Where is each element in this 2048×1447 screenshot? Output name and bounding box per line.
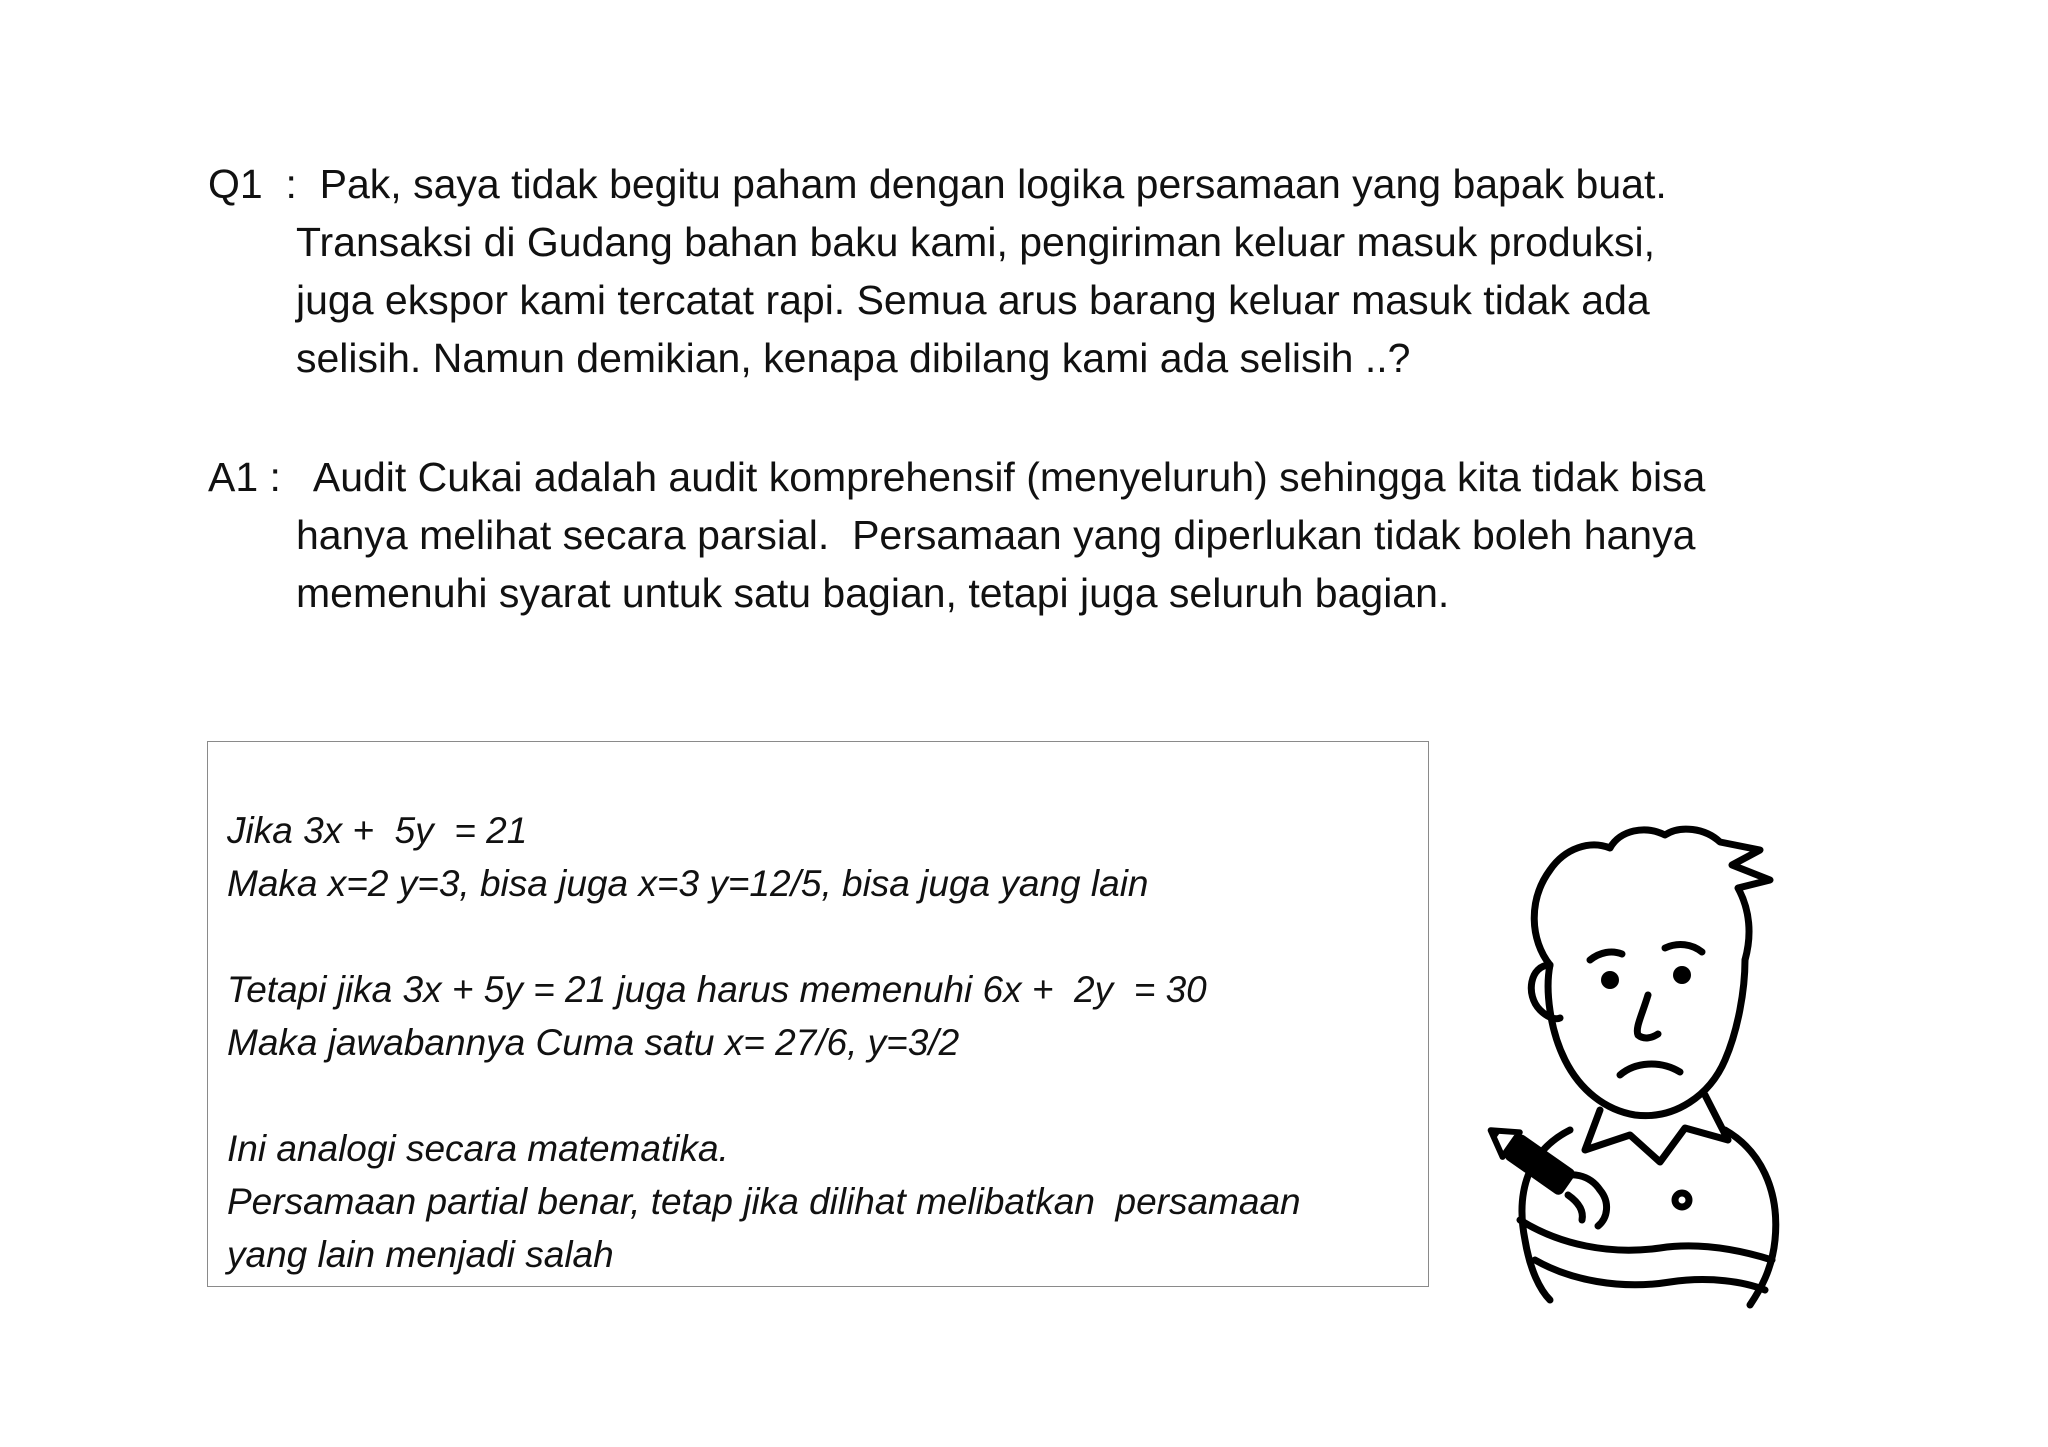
answer-line: hanya melihat secara parsial. Persamaan yang diperlukan tidak boleh hanya xyxy=(296,512,1696,558)
math-line xyxy=(227,1069,1301,1122)
math-line: Jika 3x + 5y = 21 xyxy=(227,810,528,851)
question-1 xyxy=(208,155,1908,387)
math-line: Maka x=2 y=3, bisa juga x=3 y=12/5, bisa juga yang lain xyxy=(227,863,1149,904)
answer-line: A1 : Audit Cukai adalah audit komprehensif (menyeluruh) sehingga kita tidak bisa xyxy=(208,454,1706,500)
math-line: Persamaan partial benar, tetap jika dilihat melibatkan persamaan xyxy=(227,1181,1301,1222)
answer-line: memenuhi syarat untuk satu bagian, tetapi juga seluruh bagian. xyxy=(296,570,1450,616)
question-line: Q1 : Pak, saya tidak begitu paham dengan logika persamaan yang bapak buat. xyxy=(208,161,1667,207)
math-line: Ini analogi secara matematika. xyxy=(227,1128,729,1169)
question-line: juga ekspor kami tercatat rapi. Semua arus barang keluar masuk tidak ada xyxy=(296,277,1650,323)
answer-1 xyxy=(208,448,1908,622)
question-line: Transaksi di Gudang bahan baku kami, pengiriman keluar masuk produksi, xyxy=(296,219,1656,265)
math-line xyxy=(227,910,1301,963)
confused-man-holding-pen-icon xyxy=(1460,790,1800,1330)
question-line: selisih. Namun demikian, kenapa dibilang kami ada selisih ..? xyxy=(296,335,1411,381)
math-analogy-box xyxy=(207,741,1429,1287)
math-line: Tetapi jika 3x + 5y = 21 juga harus memenuhi 6x + 2y = 30 xyxy=(227,969,1207,1010)
math-line: yang lain menjadi salah xyxy=(227,1234,614,1275)
math-line: Maka jawabannya Cuma satu x= 27/6, y=3/2 xyxy=(227,1022,960,1063)
